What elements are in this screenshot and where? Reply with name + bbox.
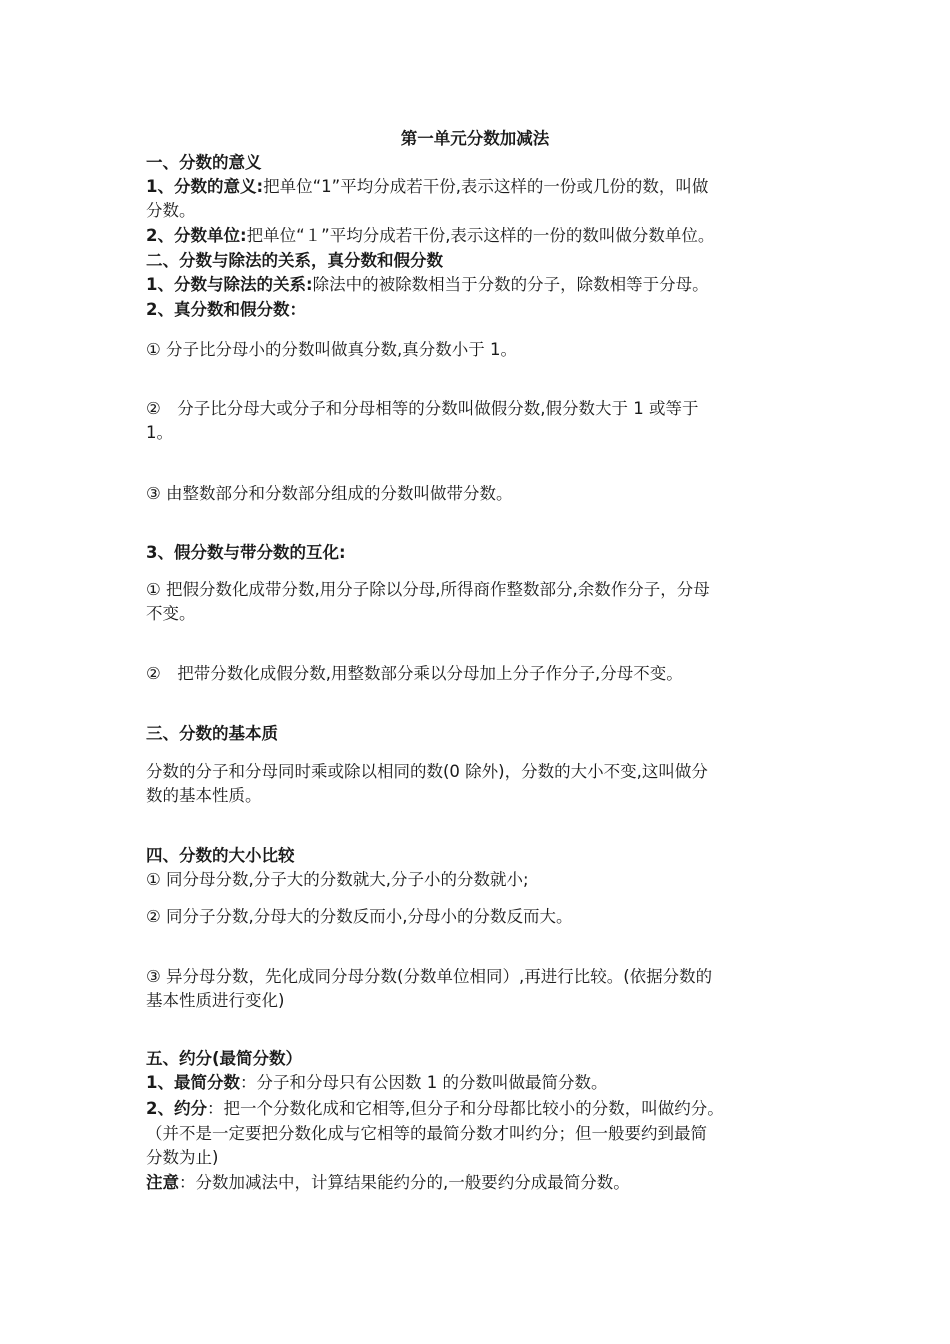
note-label: 注意 xyxy=(146,1173,179,1192)
list-item: ① 同分母分数,分子大的分数就大,分子小的分数就小; xyxy=(146,870,529,889)
term-text: 把单位“１”平均分成若干份,表示这样的一份的数叫做分数单位。 xyxy=(246,226,715,245)
paragraph-continuation: 分数。 xyxy=(146,201,196,220)
list-item-continuation: 不变。 xyxy=(146,604,196,623)
section-heading-1: 一、分数的意义 xyxy=(146,153,262,172)
list-item: ② 分子比分母大或分子和分母相等的分数叫做假分数,假分数大于 1 或等于 xyxy=(146,399,699,418)
paragraph-continuation: 分数为止) xyxy=(146,1148,219,1167)
paragraph xyxy=(146,1097,816,1121)
note-text: ：分数加减法中，计算结果能约分的,一般要约分成最简分数。 xyxy=(179,1173,630,1192)
paragraph: 分数的分子和分母同时乘或除以相同的数(0 除外)，分数的大小不变,这叫做分 xyxy=(146,762,708,781)
list-item: ① 分子比分母小的分数叫做真分数,真分数小于 1。 xyxy=(146,340,518,359)
term-text: 把单位“1”平均分成若干份,表示这样的一份或几份的数，叫做 xyxy=(263,177,709,196)
paragraph xyxy=(146,224,816,248)
list-item: ③ 由整数部分和分数部分组成的分数叫做带分数。 xyxy=(146,484,513,503)
subheading: 2、真分数和假分数： xyxy=(146,300,306,319)
note xyxy=(146,1171,816,1195)
list-item-continuation: 基本性质进行变化) xyxy=(146,991,285,1010)
section-heading-4: 四、分数的大小比较 xyxy=(146,846,295,865)
section-heading-5: 五、约分(最简分数） xyxy=(146,1049,303,1068)
section-heading-2: 二、分数与除法的关系，真分数和假分数 xyxy=(146,251,443,270)
paragraph-continuation: 数的基本性质。 xyxy=(146,786,262,805)
paragraph-continuation: （并不是一定要把分数化成与它相等的最简分数才叫约分；但一般要约到最简 xyxy=(146,1124,707,1143)
term-text: ：把一个分数化成和它相等,但分子和分母都比较小的分数，叫做约分。 xyxy=(206,1099,724,1118)
list-item: ② 同分子分数,分母大的分数反而小,分母小的分数反而大。 xyxy=(146,907,573,926)
list-item: ① 把假分数化成带分数,用分子除以分母,所得商作整数部分,余数作分子，分母 xyxy=(146,580,710,599)
list-item: ② 把带分数化成假分数,用整数部分乘以分母加上分子作分子,分母不变。 xyxy=(146,664,683,683)
list-item: ③ 异分母分数，先化成同分母分数(分数单位相同）,再进行比较。(依据分数的 xyxy=(146,967,713,986)
term-label: 2、分数单位: xyxy=(146,226,247,245)
section-heading-3: 三、分数的基本质 xyxy=(146,724,278,743)
paragraph xyxy=(146,1071,816,1095)
list-item-continuation: 1。 xyxy=(146,423,173,442)
term-text: 除法中的被除数相当于分数的分子，除数相等于分母。 xyxy=(312,275,709,294)
term-text: ：分子和分母只有公因数 1 的分数叫做最简分数。 xyxy=(239,1073,608,1092)
page-title: 第一单元分数加减法 xyxy=(400,129,550,148)
term-label: 2、约分 xyxy=(146,1099,207,1118)
term-label: 1、分数与除法的关系: xyxy=(146,275,313,294)
term-label: 1、最简分数 xyxy=(146,1073,240,1092)
paragraph xyxy=(146,273,816,297)
subheading: 3、假分数与带分数的互化: xyxy=(146,543,346,562)
paragraph xyxy=(146,175,816,199)
term-label: 1、分数的意义: xyxy=(146,177,264,196)
